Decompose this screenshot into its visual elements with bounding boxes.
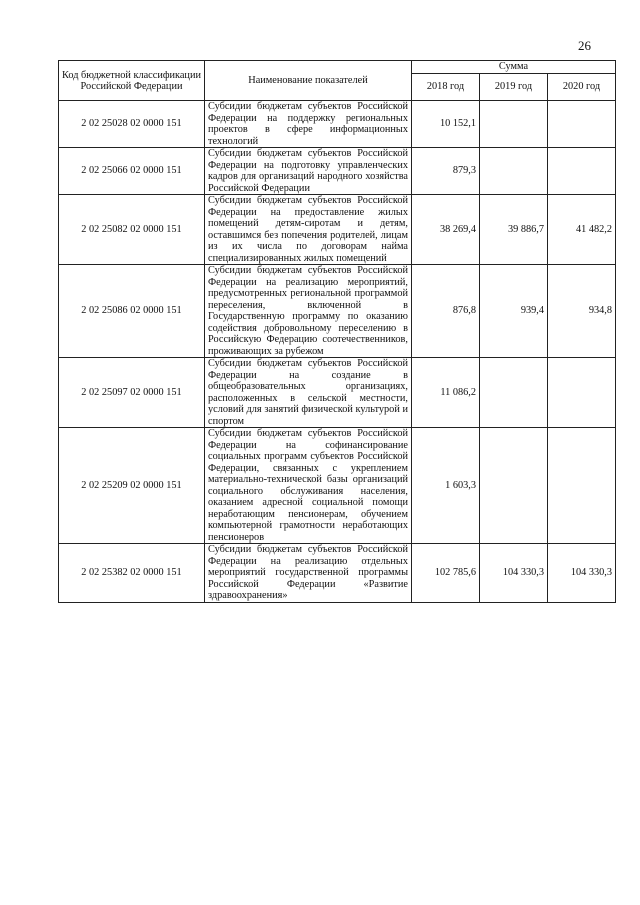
row-value-2019: [480, 358, 548, 428]
table-row: [59, 544, 616, 603]
table-row: [59, 358, 616, 428]
row-code: 2 02 25066 02 0000 151: [59, 148, 205, 195]
table-row: [59, 428, 616, 544]
table-header-row: [59, 61, 616, 74]
header-year-2018: 2018 год: [412, 74, 480, 101]
row-value-2019: 939,4: [480, 265, 548, 358]
table-row: [59, 148, 616, 195]
row-name: Субсидии бюджетам субъектов Российской Федерации на предоставление жилых помещений детям-сиротам и детям, оставшимся без попечения родителей, лицам из их числа по договорам найма специализированных жилых помещений: [205, 195, 412, 265]
row-value-2020: [548, 428, 616, 544]
row-value-2018: 1 603,3: [412, 428, 480, 544]
row-value-2020: 934,8: [548, 265, 616, 358]
row-name: Субсидии бюджетам субъектов Российской Федерации на реализацию мероприятий, предусмотренных региональной программой переселения, включенной в Государственную программу по оказанию содействия добровольному переселению в Российскую Федерацию соотечественников, проживающих за рубежом: [205, 265, 412, 358]
row-value-2020: [548, 358, 616, 428]
row-value-2020: [548, 101, 616, 148]
page-number: 26: [578, 38, 591, 53]
header-year-2019: 2019 год: [480, 74, 548, 101]
row-code: 2 02 25028 02 0000 151: [59, 101, 205, 148]
row-name: Субсидии бюджетам субъектов Российской Федерации на подготовку управленческих кадров для организаций народного хозяйства Российской Федерации: [205, 148, 412, 195]
row-value-2018: 876,8: [412, 265, 480, 358]
row-code: 2 02 25097 02 0000 151: [59, 358, 205, 428]
row-name: Субсидии бюджетам субъектов Российской Федерации на реализацию отдельных мероприятий государственной программы Российской Федерации «Развитие здравоохранения»: [205, 544, 412, 603]
row-value-2018: 38 269,4: [412, 195, 480, 265]
row-value-2018: 879,3: [412, 148, 480, 195]
row-value-2019: 39 886,7: [480, 195, 548, 265]
table-row: [59, 195, 616, 265]
row-code: 2 02 25086 02 0000 151: [59, 265, 205, 358]
header-year-2020: 2020 год: [548, 74, 616, 101]
header-sum: Сумма: [412, 61, 616, 74]
header-code: Код бюджетной классификации Российской Федерации: [59, 61, 205, 101]
row-value-2018: 10 152,1: [412, 101, 480, 148]
row-code: 2 02 25382 02 0000 151: [59, 544, 205, 603]
table-row: [59, 101, 616, 148]
row-value-2019: [480, 428, 548, 544]
row-name: Субсидии бюджетам субъектов Российской Федерации на создание в общеобразовательных организациях, расположенных в сельской местности, условий для занятий физической культурой и спортом: [205, 358, 412, 428]
table-row: [59, 265, 616, 358]
row-name: Субсидии бюджетам субъектов Российской Федерации на софинансирование социальных программ субъектов Российской Федерации, связанных с укреплением материально-технической базы организаций социального обслуживания населения, оказанием адресной социальной помощи неработающим пенсионерам, обучением компьютерной грамотности неработающих пенсионеров: [205, 428, 412, 544]
row-name: Субсидии бюджетам субъектов Российской Федерации на поддержку региональных проектов в сфере информационных технологий: [205, 101, 412, 148]
row-value-2019: [480, 148, 548, 195]
row-value-2020: 104 330,3: [548, 544, 616, 603]
row-value-2018: 102 785,6: [412, 544, 480, 603]
budget-table: [58, 60, 616, 603]
row-value-2019: [480, 101, 548, 148]
row-code: 2 02 25209 02 0000 151: [59, 428, 205, 544]
row-code: 2 02 25082 02 0000 151: [59, 195, 205, 265]
row-value-2018: 11 086,2: [412, 358, 480, 428]
header-name: Наименование показателей: [205, 61, 412, 101]
row-value-2020: 41 482,2: [548, 195, 616, 265]
row-value-2019: 104 330,3: [480, 544, 548, 603]
row-value-2020: [548, 148, 616, 195]
